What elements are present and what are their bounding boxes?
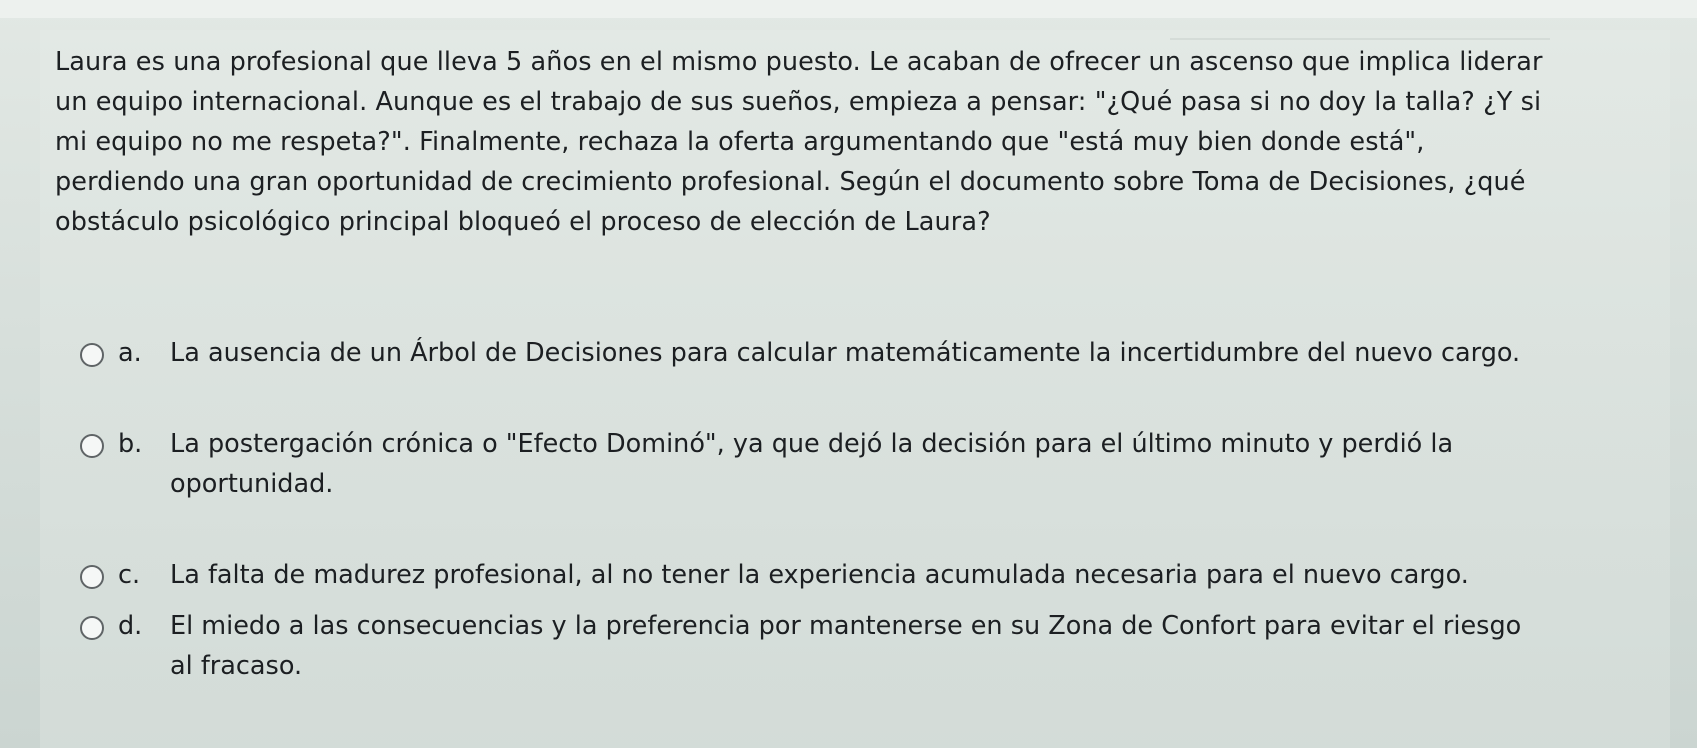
option-letter-c: c. [118,560,141,590]
question-stem-line: mi equipo no me respeta?". Finalmente, rechaza la oferta argumentando que "está muy bien donde está", [55,127,1425,157]
answer-option-c[interactable] [80,555,1680,595]
question-stem [55,42,1680,242]
option-text-c [170,555,1469,595]
answer-option-b[interactable] [80,424,1680,504]
question-stem-line: obstáculo psicológico principal bloqueó el proceso de elección de Laura? [55,207,991,237]
option-text-b [170,424,1453,504]
option-text-line: La falta de madurez profesional, al no tener la experiencia acumulada necesaria para el nuevo cargo. [170,560,1469,590]
radio-button-a[interactable] [80,343,104,367]
answer-option-a[interactable] [80,333,1680,373]
question-stem-line: un equipo internacional. Aunque es el trabajo de sus sueños, empieza a pensar: "¿Qué pasa si no doy la talla? ¿Y si [55,87,1542,117]
option-text-line: al fracaso. [170,651,303,681]
option-letter-d: d. [118,611,143,641]
radio-button-c[interactable] [80,565,104,589]
option-text-line: La ausencia de un Árbol de Decisiones para calcular matemáticamente la incertidumbre del nuevo cargo. [170,338,1521,368]
question-stem-line: perdiendo una gran oportunidad de crecimiento profesional. Según el documento sobre Toma de Decisiones, ¿qué [55,167,1526,197]
question-stem-line: Laura es una profesional que lleva 5 años en el mismo puesto. Le acaban de ofrecer un ascenso que implica liderar [55,47,1543,77]
option-letter-b: b. [118,429,143,459]
option-text-d [170,606,1521,686]
option-letter-a: a. [118,338,142,368]
top-strip [0,0,1697,18]
answer-option-d[interactable] [80,606,1680,686]
option-text-line: La postergación crónica o "Efecto Dominó", ya que dejó la decisión para el último minuto y perdió la [170,429,1454,459]
radio-button-b[interactable] [80,434,104,458]
option-text-a [170,333,1520,373]
option-text-line: El miedo a las consecuencias y la preferencia por mantenerse en su Zona de Confort para evitar el riesgo [170,611,1522,641]
option-text-line: oportunidad. [170,469,334,499]
radio-button-d[interactable] [80,616,104,640]
